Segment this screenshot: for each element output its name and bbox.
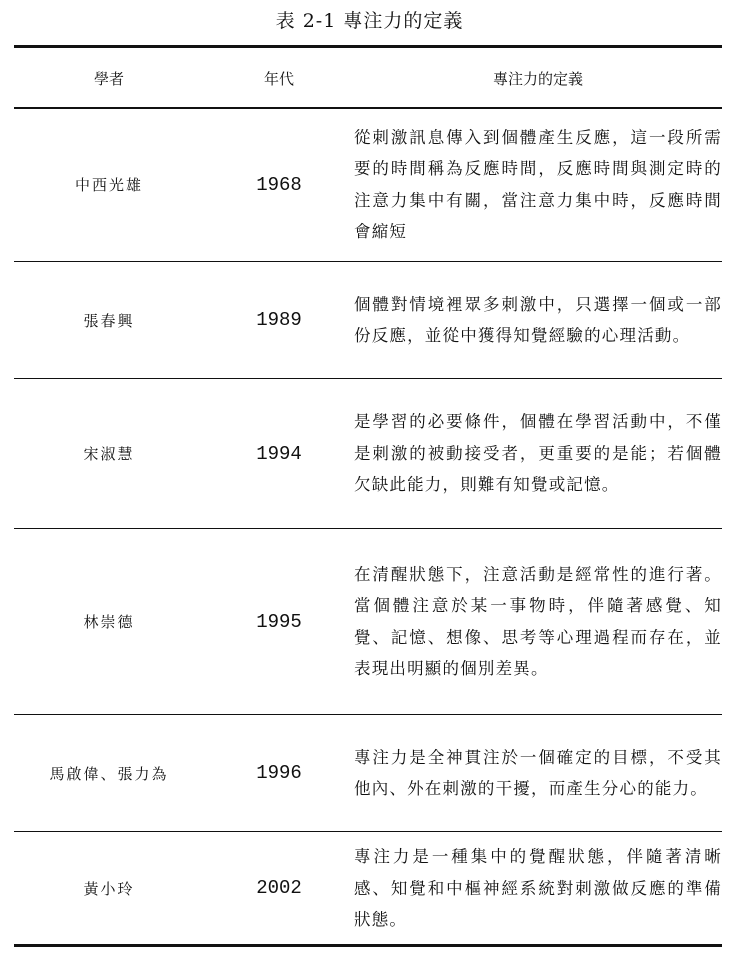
definition-cell: 是學習的必要條件，個體在學習活動中，不僅是刺激的被動接受者，更重要的是能；若個體欠缺此能力，則難有知覺或記憶。 <box>354 379 722 529</box>
table-row <box>14 379 722 529</box>
header-definition: 專注力的定義 <box>492 69 583 88</box>
table-row <box>14 832 722 945</box>
table-row <box>14 108 722 262</box>
table-caption: 表 2-1 專注力的定義 <box>275 10 464 32</box>
table-header-row <box>14 49 722 108</box>
scholar-cell: 中西光雄 <box>14 108 204 262</box>
scholar-cell: 馬啟偉、張力為 <box>14 715 204 832</box>
definition-cell: 個體對情境裡眾多刺激中，只選擇一個或一部份反應，並從中獲得知覺經驗的心理活動。 <box>354 262 722 379</box>
definition-cell: 在清醒狀態下，注意活動是經常性的進行著。當個體注意於某一事物時，伴隨著感覺、知覺、記憶、想像、思考等心理過程而存在，並表現出明顯的個別差異。 <box>354 529 722 715</box>
top-rule <box>14 45 722 48</box>
year-cell: 1996 <box>204 715 354 832</box>
definition-cell: 專注力是一種集中的覺醒狀態，伴隨著清晰感、知覺和中樞神經系統對刺激做反應的準備狀態。 <box>354 832 722 945</box>
scholar-cell: 黃小玲 <box>14 832 204 945</box>
year-cell: 1968 <box>204 108 354 262</box>
scholar-cell: 宋淑慧 <box>14 379 204 529</box>
definition-cell: 專注力是全神貫注於一個確定的目標，不受其他內、外在刺激的干擾，而產生分心的能力。 <box>354 715 722 832</box>
header-scholar: 學者 <box>93 69 124 88</box>
scholar-cell: 張春興 <box>14 262 204 379</box>
year-cell: 1995 <box>204 529 354 715</box>
definition-cell: 從刺激訊息傳入到個體產生反應，這一段所需要的時間稱為反應時間，反應時間與測定時的注意力集中有關，當注意力集中時，反應時間會縮短 <box>354 108 722 262</box>
table-row <box>14 715 722 832</box>
definition-table <box>14 49 722 945</box>
header-year: 年代 <box>263 69 294 88</box>
year-cell: 2002 <box>204 832 354 945</box>
scholar-cell: 林崇德 <box>14 529 204 715</box>
year-cell: 1994 <box>204 379 354 529</box>
table-row <box>14 262 722 379</box>
year-cell: 1989 <box>204 262 354 379</box>
table-row <box>14 529 722 715</box>
